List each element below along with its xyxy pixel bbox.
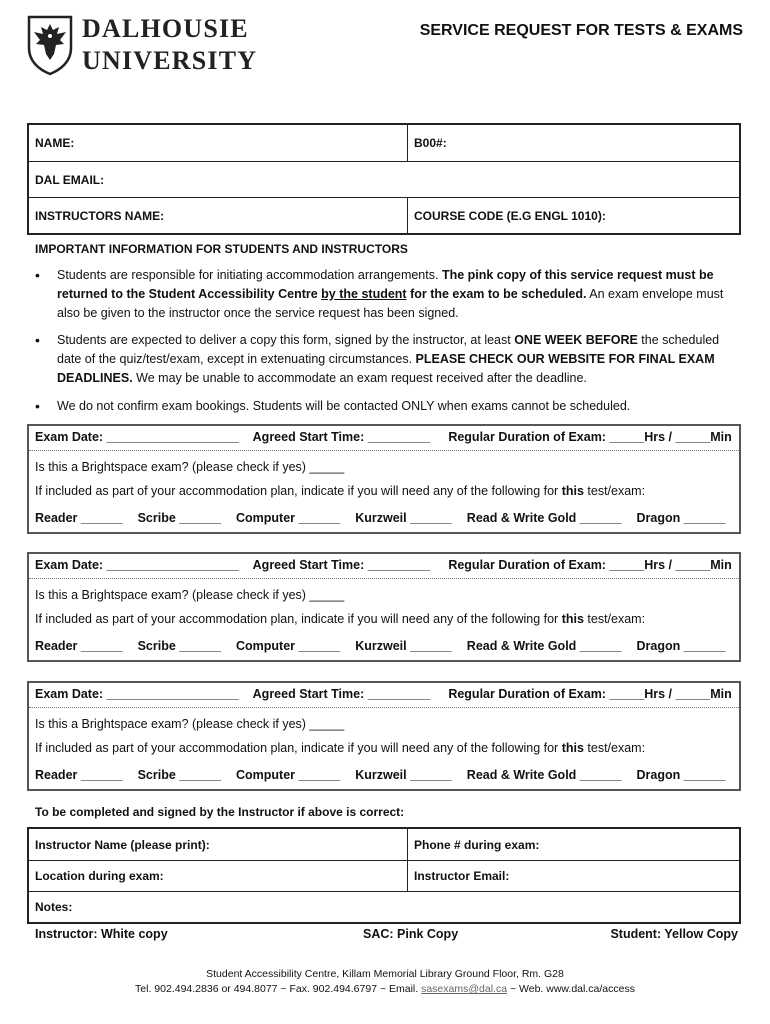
accommodation-options bbox=[35, 639, 725, 653]
instructor-email-field[interactable] bbox=[408, 861, 509, 891]
read-write-gold-field[interactable]: Read & Write Gold ______ bbox=[466, 511, 622, 525]
bullet2-text-c: the scheduled date of the quiz/test/exam, except in extenuating circumstances. bbox=[57, 333, 720, 366]
accommodation-plan-text bbox=[35, 612, 645, 626]
bullet1-text-c: by the student bbox=[321, 287, 407, 301]
exam-block-3 bbox=[27, 681, 741, 791]
accommodation-options bbox=[35, 511, 725, 525]
bullet1-text-b: The pink copy of this service request must be returned to the Student Accessibility Centre bbox=[57, 268, 714, 301]
notes-label: Notes: bbox=[35, 900, 73, 914]
footer-contact-text-b: ~ Web. www.dal.ca/access bbox=[507, 983, 635, 995]
bullet2-text-e: We may be unable to accommodate an exam request received after the deadline. bbox=[132, 371, 587, 385]
student-copy-label: Student: Yellow Copy bbox=[610, 927, 738, 941]
exam-block-1 bbox=[27, 424, 741, 534]
logo-wordmark-line1: DALHOUSIE bbox=[82, 14, 249, 43]
footer-contact-text-a: Tel. 902.494.2836 or 494.8077 ~ Fax. 902.494.6797 ~ Email. bbox=[135, 983, 422, 995]
duration-field[interactable]: Regular Duration of Exam: _____Hrs / _____Min bbox=[448, 687, 732, 701]
instructor-info-table bbox=[27, 827, 741, 924]
brightspace-field[interactable]: Is this a Brightspace exam? (please check if yes) _____ bbox=[35, 588, 345, 602]
bullet1-text-e: An exam envelope must also be given to the instructor once the service request has been signed. bbox=[57, 287, 724, 320]
bullet1-text-d: for the exam to be scheduled. bbox=[406, 287, 587, 301]
brightspace-field[interactable]: Is this a Brightspace exam? (please check if yes) _____ bbox=[35, 460, 345, 474]
scribe-field[interactable]: Scribe ______ bbox=[137, 768, 221, 782]
instructor-email-label: Instructor Email: bbox=[414, 869, 510, 883]
bullet2-text-b: ONE WEEK BEFORE bbox=[514, 333, 638, 347]
computer-field[interactable]: Computer ______ bbox=[235, 768, 341, 782]
dragon-field[interactable]: Dragon ______ bbox=[636, 639, 726, 653]
footer-address: Student Accessibility Centre, Killam Memorial Library Ground Floor, Rm. G28 bbox=[206, 968, 564, 980]
phone-field[interactable] bbox=[408, 829, 539, 860]
course-code-field[interactable] bbox=[408, 198, 606, 233]
logo-wordmark-line2: UNIVERSITY bbox=[82, 46, 258, 75]
computer-field[interactable]: Computer ______ bbox=[235, 511, 341, 525]
accommodation-options bbox=[35, 768, 725, 782]
footer-email-link[interactable]: sasexams@dal.ca bbox=[421, 983, 508, 995]
kurzweil-field[interactable]: Kurzweil ______ bbox=[355, 639, 452, 653]
duration-field[interactable]: Regular Duration of Exam: _____Hrs / _____Min bbox=[448, 558, 732, 572]
computer-field[interactable]: Computer ______ bbox=[235, 639, 341, 653]
name-field[interactable] bbox=[29, 125, 408, 161]
instructor-section-heading: To be completed and signed by the Instructor if above is correct: bbox=[35, 805, 405, 819]
bullet-dot: • bbox=[35, 332, 40, 348]
exam-header-line bbox=[35, 430, 732, 444]
important-info-heading: IMPORTANT INFORMATION FOR STUDENTS AND INSTRUCTORS bbox=[35, 242, 408, 256]
duration-field[interactable]: Regular Duration of Exam: _____Hrs / _____Min bbox=[448, 430, 732, 444]
scribe-field[interactable]: Scribe ______ bbox=[137, 511, 221, 525]
plan-text-b: this bbox=[561, 484, 584, 498]
bullet2-text-d: PLEASE CHECK OUR WEBSITE FOR FINAL EXAM DEADLINES. bbox=[57, 352, 715, 385]
name-label: NAME: bbox=[35, 136, 75, 150]
plan-text-c: test/exam: bbox=[583, 484, 646, 498]
instructor-name-field[interactable] bbox=[29, 829, 408, 860]
form-title: SERVICE REQUEST FOR TESTS & EXAMS bbox=[419, 22, 743, 39]
phone-label: Phone # during exam: bbox=[414, 837, 540, 852]
exam-date-field[interactable]: Exam Date: ___________________ bbox=[35, 430, 239, 444]
bullet-dot: • bbox=[35, 398, 40, 414]
student-info-table bbox=[27, 123, 741, 235]
plan-text-a: If included as part of your accommodation plan, indicate if you will need any of the following for bbox=[35, 741, 562, 755]
exam-block-2 bbox=[27, 552, 741, 662]
dotted-divider bbox=[29, 450, 739, 451]
kurzweil-field[interactable]: Kurzweil ______ bbox=[355, 511, 452, 525]
plan-text-b: this bbox=[561, 612, 584, 626]
reader-field[interactable]: Reader ______ bbox=[35, 639, 123, 653]
dal-email-field[interactable] bbox=[29, 162, 739, 197]
bullet-dot: • bbox=[35, 267, 40, 283]
bullet1-text-a: Students are responsible for initiating accommodation arrangements. bbox=[57, 268, 442, 282]
bullet2-text-a: Students are expected to deliver a copy this form, signed by the instructor, at least bbox=[57, 333, 515, 347]
kurzweil-field[interactable]: Kurzweil ______ bbox=[355, 768, 452, 782]
plan-text-a: If included as part of your accommodation plan, indicate if you will need any of the following for bbox=[35, 612, 562, 626]
exam-header-line bbox=[35, 687, 732, 701]
info-bullet-2 bbox=[35, 331, 725, 388]
scribe-field[interactable]: Scribe ______ bbox=[137, 639, 221, 653]
dotted-divider bbox=[29, 707, 739, 708]
start-time-field[interactable]: Agreed Start Time: _________ bbox=[252, 558, 431, 572]
instructors-name-field[interactable] bbox=[29, 198, 408, 233]
dragon-field[interactable]: Dragon ______ bbox=[636, 511, 726, 525]
reader-field[interactable]: Reader ______ bbox=[35, 511, 123, 525]
footer-contact bbox=[0, 983, 770, 995]
dotted-divider bbox=[29, 578, 739, 579]
dragon-field[interactable]: Dragon ______ bbox=[636, 768, 726, 782]
plan-text-c: test/exam: bbox=[583, 741, 646, 755]
exam-date-field[interactable]: Exam Date: ___________________ bbox=[35, 558, 239, 572]
b00-label: B00#: bbox=[414, 136, 447, 150]
location-field[interactable] bbox=[29, 861, 408, 891]
dal-email-label: DAL EMAIL: bbox=[35, 172, 105, 187]
start-time-field[interactable]: Agreed Start Time: _________ bbox=[252, 687, 431, 701]
info-bullet-1 bbox=[35, 266, 725, 323]
instructors-name-label: INSTRUCTORS NAME: bbox=[35, 208, 165, 223]
sac-copy-label: SAC: Pink Copy bbox=[363, 927, 459, 941]
reader-field[interactable]: Reader ______ bbox=[35, 768, 123, 782]
bullet3-text: We do not confirm exam bookings. Students will be contacted ONLY when exams cannot be scheduled. bbox=[57, 399, 631, 413]
notes-field[interactable] bbox=[29, 892, 739, 922]
plan-text-c: test/exam: bbox=[583, 612, 646, 626]
read-write-gold-field[interactable]: Read & Write Gold ______ bbox=[466, 768, 622, 782]
accommodation-plan-text bbox=[35, 484, 645, 498]
plan-text-a: If included as part of your accommodation plan, indicate if you will need any of the following for bbox=[35, 484, 562, 498]
plan-text-b: this bbox=[561, 741, 584, 755]
brightspace-field[interactable]: Is this a Brightspace exam? (please check if yes) _____ bbox=[35, 717, 345, 731]
university-crest-logo bbox=[26, 14, 74, 76]
instructor-name-label: Instructor Name (please print): bbox=[35, 837, 210, 852]
instructor-copy-label: Instructor: White copy bbox=[35, 927, 168, 941]
course-code-label: COURSE CODE (E.G ENGL 1010): bbox=[414, 208, 606, 223]
exam-header-line bbox=[35, 558, 732, 572]
read-write-gold-field[interactable]: Read & Write Gold ______ bbox=[466, 639, 622, 653]
accommodation-plan-text bbox=[35, 741, 645, 755]
info-bullet-3 bbox=[35, 397, 725, 416]
start-time-field[interactable]: Agreed Start Time: _________ bbox=[252, 430, 431, 444]
exam-date-field[interactable]: Exam Date: ___________________ bbox=[35, 687, 239, 701]
location-label: Location during exam: bbox=[35, 869, 164, 883]
b00-field[interactable] bbox=[408, 125, 447, 161]
